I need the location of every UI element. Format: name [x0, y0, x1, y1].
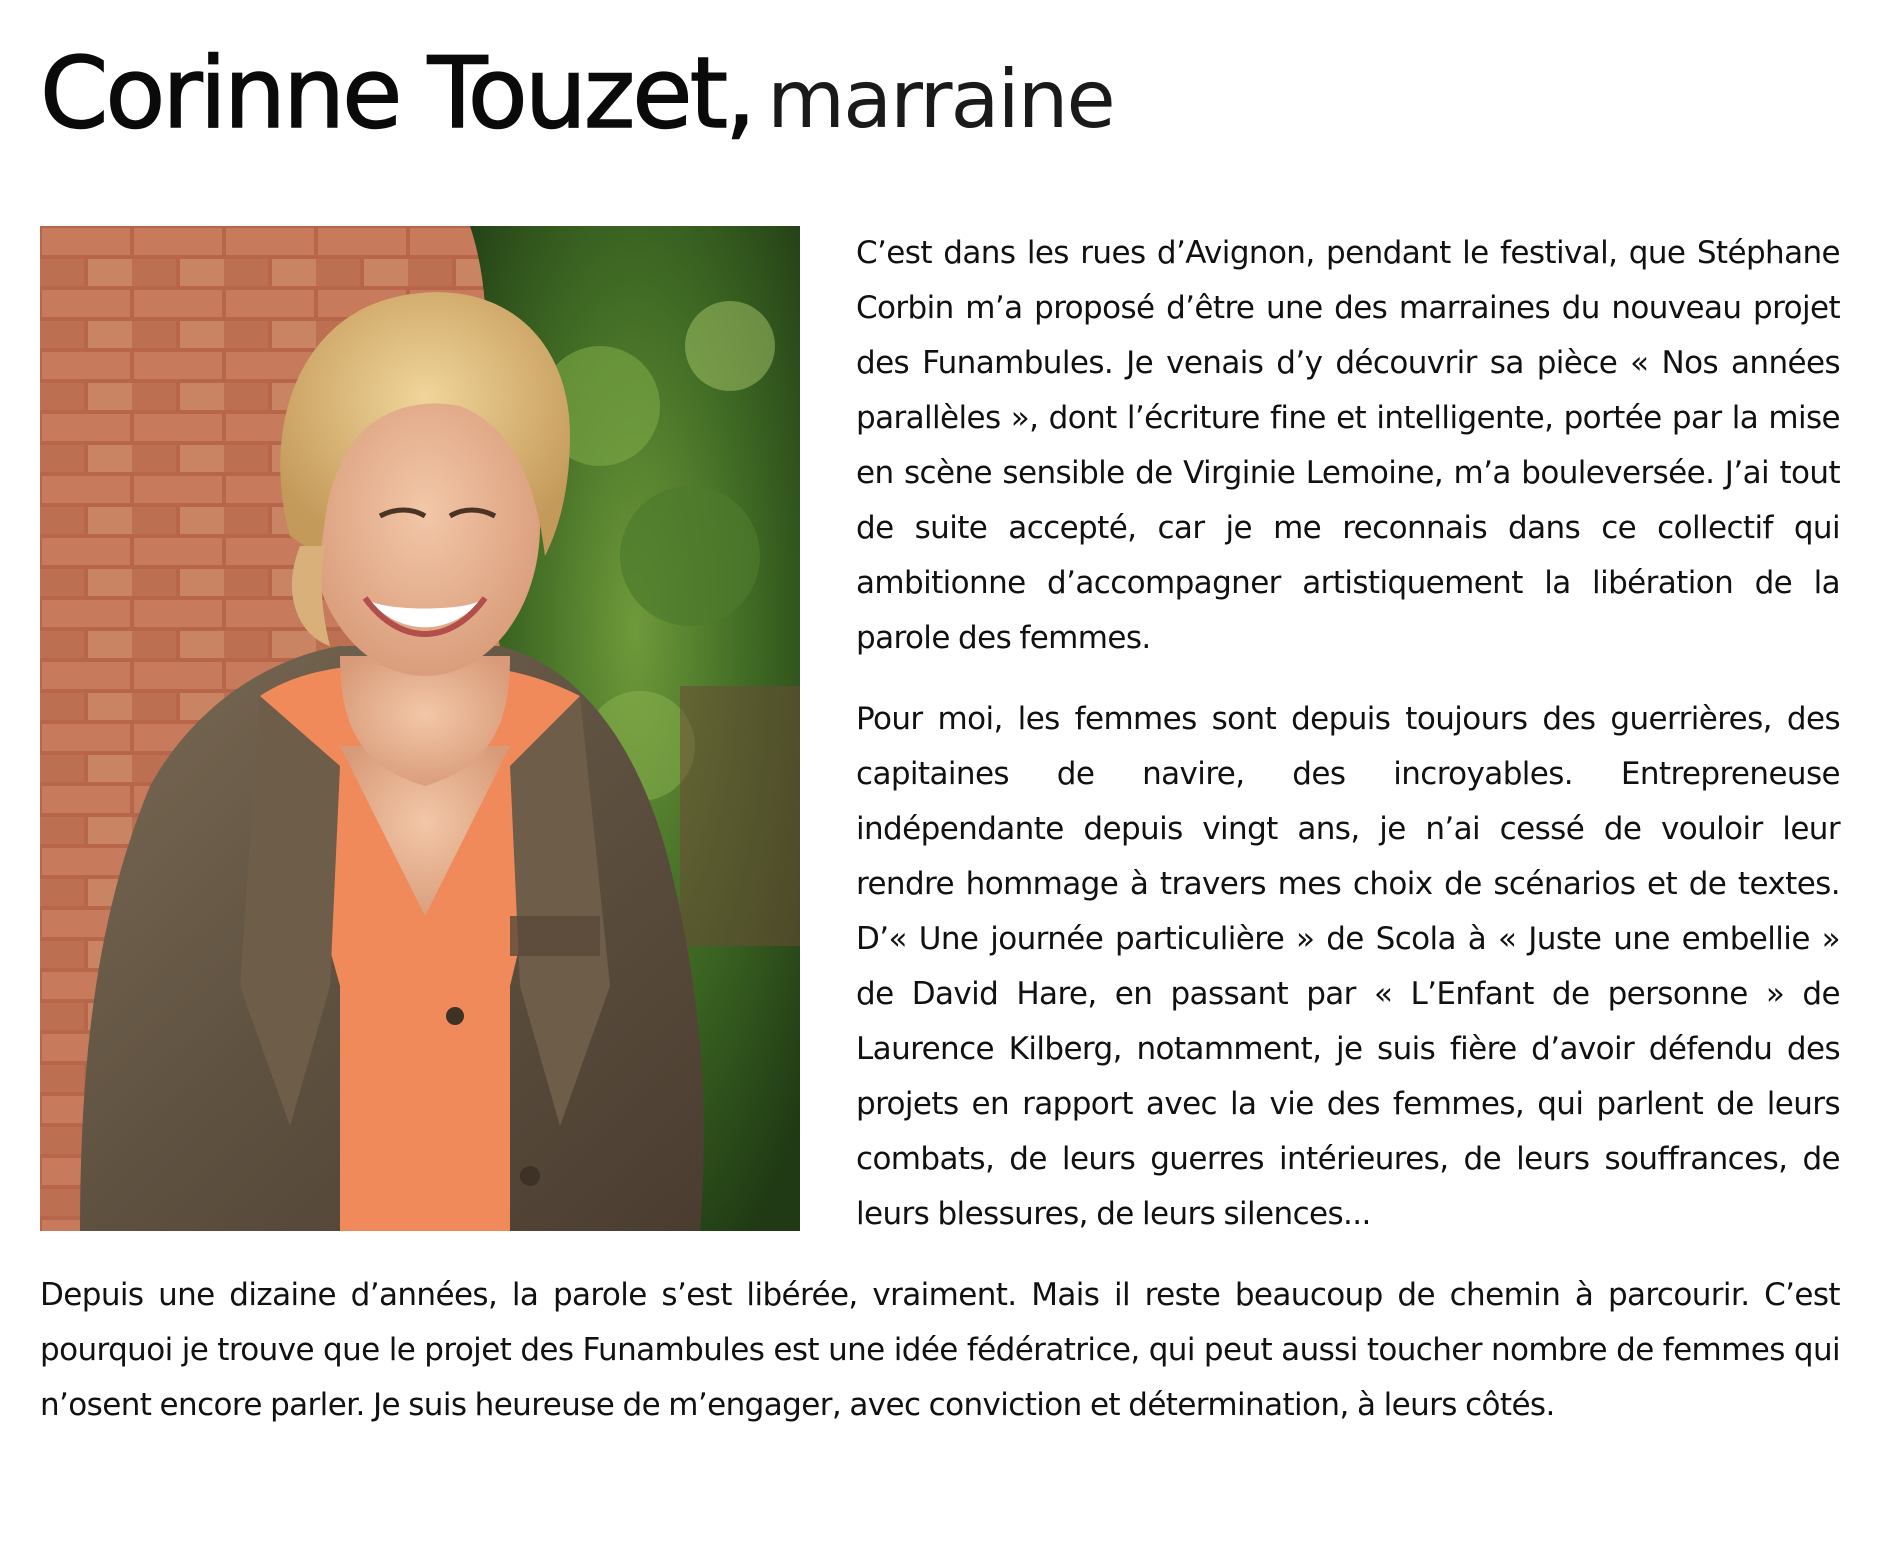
title-name: Corinne Touzet, — [40, 37, 754, 151]
portrait-photo-icon — [40, 226, 800, 1231]
page — [40, 0, 1840, 1565]
portrait-photo — [40, 226, 800, 1231]
article-paragraph-1: C’est dans les rues d’Avignon, pendant le festival, que Stéphane Corbin m’a proposé d’être une des marraines du nouveau projet des Funambules. Je venais d’y découvrir sa pièce « Nos années parallèles », dont l’écriture fine et intelligente, portée par la mise en scène sensible de Virginie Lemoine, m’a bouleversée. J’ai tout de suite accepté, car je me reconnais dans ce collectif qui ambitionne d’accompagner artistiquement la libération de la parole des femmes. — [856, 235, 1840, 656]
article-body — [40, 226, 1840, 1459]
page-title — [40, 34, 1114, 160]
article-paragraph-3: Depuis une dizaine d’années, la parole s’est libérée, vraiment. Mais il reste beaucoup de chemin à parcourir. C’est pourquoi je trouve que le projet des Funambules est une idée fédératrice, qui peut aussi toucher nombre de femmes qui n’osent encore parler. Je suis heureuse de m’engager, avec conviction et détermination, à leurs côtés. — [40, 1277, 1840, 1423]
title-role: marraine — [767, 53, 1114, 146]
article-paragraph-2: Pour moi, les femmes sont depuis toujours des guerrières, des capitaines de navire, des incroyables. Entrepreneuse indépendante depuis vingt ans, je n’ai cessé de vouloir leur rendre hommage à travers mes choix de scénarios et de textes. D’« Une journée particulière » de Scola à « Juste une embellie » de David Hare, en passant par « L’Enfant de personne » de Laurence Kilberg, notamment, je suis fière d’avoir défendu des projets en rapport avec la vie des femmes, qui parlent de leurs combats, de leurs guerres intérieures, de leurs souffrances, de leurs blessures, de leurs silences... — [856, 701, 1840, 1232]
